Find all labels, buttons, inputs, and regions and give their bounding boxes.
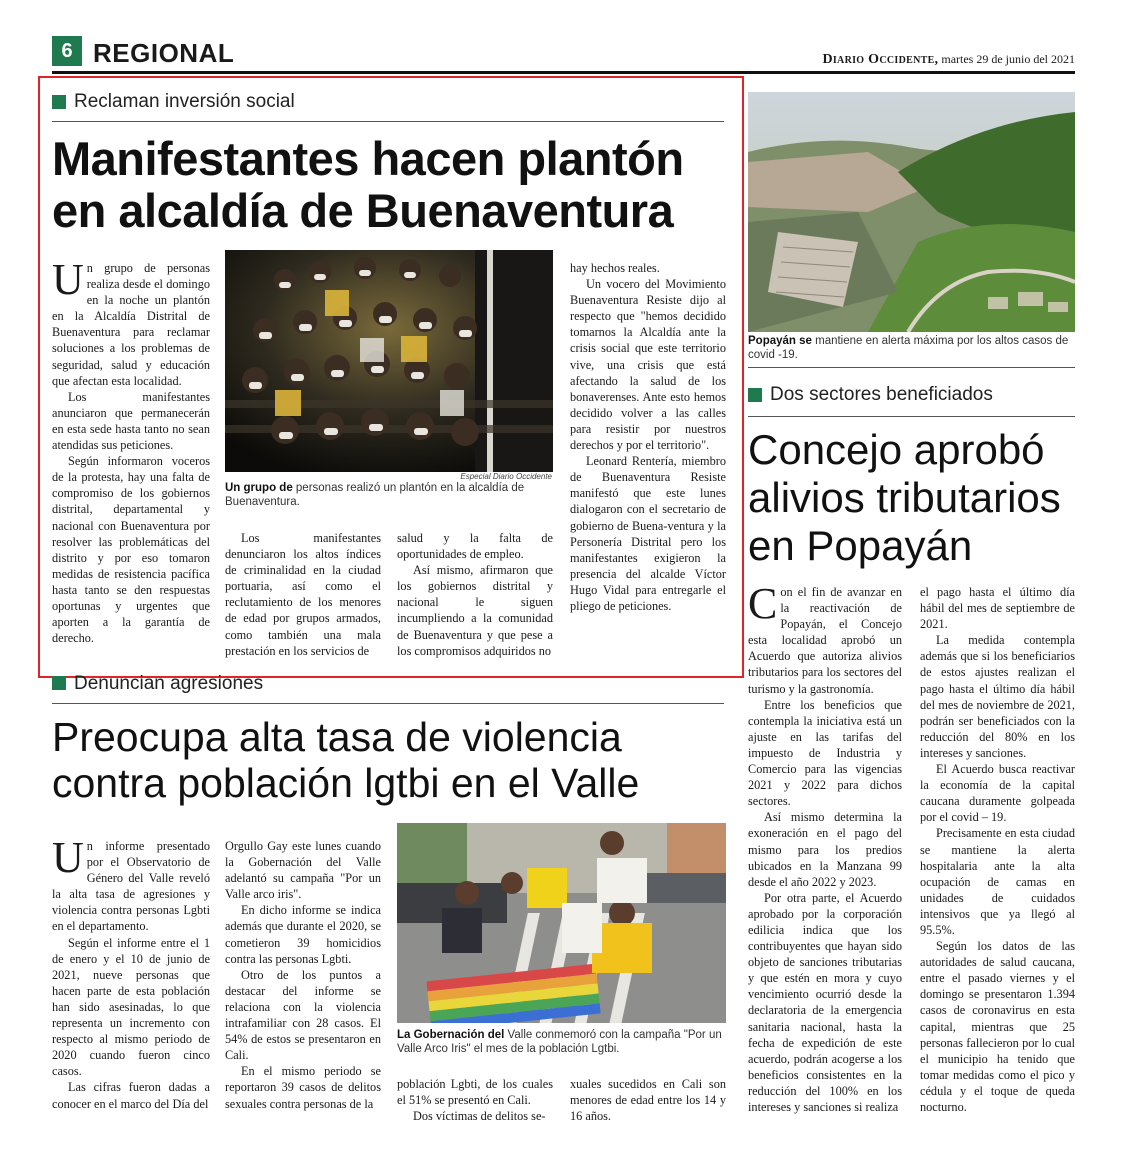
- kicker-square-icon: [748, 388, 762, 402]
- article1-paragraph: Un vocero del Movimiento Buenaventura Resiste dijo al respecto que "hemos decidido tomarnos la Alcaldía ante la crisis social que este territorio vive, una crisis que está afectando la salud de los bonaverenses. Ante esto hemos decidido volver a las calles para resistir por nuestros derechos y por el territorio".: [570, 277, 726, 453]
- article3-kicker: [52, 673, 263, 695]
- article3-column-1: [52, 833, 210, 1112]
- article1-kicker-rule: [52, 121, 724, 122]
- article3-paragraph: Otro de los puntos a destacar del informe se relaciona con la violencia intrafamiliar con 28 casos. El 54% de estos se presentaron en Cali.: [225, 967, 381, 1063]
- caption-lead: Popayán se: [748, 335, 812, 347]
- article1-kicker: [52, 91, 295, 113]
- caption-text: personas realizó un plantón en la alcaldía de Buenaventura.: [225, 482, 525, 508]
- caption-text: mantiene en alerta máxima por los altos casos de covid -19.: [748, 335, 1069, 361]
- article2-headline-line2: alivios tributarios: [748, 474, 1061, 521]
- photo-credit: Especial Diario Occidente: [460, 472, 552, 481]
- article2-kicker-rule: [748, 416, 1075, 417]
- article2-headline-line3: en Popayán: [748, 522, 973, 569]
- article1-headline: [52, 133, 732, 237]
- article3-paragraph: xuales sucedidos en Cali son menores de edad entre los 14 y 16 años.: [570, 1077, 726, 1124]
- article3-headline: [52, 714, 732, 806]
- article2-column-2: [920, 584, 1075, 1115]
- article3-column-3: [397, 1076, 553, 1124]
- article1-headline-line1: Manifestantes hacen plantón: [52, 132, 684, 185]
- masthead-dateline: [822, 52, 1075, 68]
- popayan-photo-graphic: [748, 92, 1075, 332]
- article1-paragraph: Leonard Rentería, miembro de Buenaventura Resiste manifestó que este lunes dialogaron con el secretario de gobierno de Buena-ventura y la Personería Distrital pero los manifestantes exigieron la presencia del alcalde Víctor Hugo Vidal para entregarle el pliego de peticiones.: [570, 454, 726, 613]
- article2-paragraph: Por otra parte, el Acuerdo aprobado por la corporación edilicia indica que los contribuyentes que hayan sido objeto de sanciones tributarias y que estén en mora y cuyo vencimiento ocurrió desde la declaratoria de la emergencia sanitaria nacional, hasta la fecha de expedición de este acuerdo, podrán acogerse a los beneficios consistentes en la reducción del 100% en los intereses y sanciones si realiza: [748, 890, 902, 1114]
- protest-photo: [225, 250, 553, 472]
- article2-paragraph: Según los datos de las autoridades de salud caucana, entre el pasado viernes y el domingo se presentaron 1.394 casos de coronavirus en esta capital, mientras que 25 personas fallecieron por lo cual el municipio ha tenido que tomar medidas como el pico y cédula y el toque de queda nocturno.: [920, 939, 1075, 1114]
- kicker-square-icon: [52, 676, 66, 690]
- article1-headline-line2: en alcaldía de Buenaventura: [52, 184, 674, 237]
- publication-date: martes 29 de junio del 2021: [941, 52, 1075, 66]
- article3-paragraph: población Lgbti, de los cuales el 51% se presentó en Cali.: [397, 1077, 553, 1108]
- section-rule: [748, 367, 1075, 368]
- drop-cap: U: [52, 833, 84, 882]
- article2-paragraph: Entre los beneficios que contempla la iniciativa está un ajuste en las tarifas del impuesto de Industria y Comercio para las vigencias 2021 y 2022 para dichos sectores.: [748, 697, 902, 809]
- article2-paragraph: [748, 579, 902, 697]
- drop-cap: U: [52, 255, 84, 304]
- newspaper-brand: Diario Occidente,: [822, 52, 939, 67]
- article3-paragraph: En el mismo periodo se reportaron 39 casos de delitos sexuales contra personas de la: [225, 1064, 381, 1111]
- article2-paragraph: El Acuerdo busca reactivar la economía de la capital caucana duramente golpeada por el covid – 19.: [920, 762, 1075, 825]
- article2-paragraph: La medida contempla además que si los beneficiarios de estos ajustes realizan el pago hasta el último día hábil del mes de noviembre de 2021, podrán ser beneficiados con la reducción del 80% en los intereses y sanciones.: [920, 633, 1075, 760]
- pride-campaign-photo: [397, 823, 726, 1023]
- article1-column-1: [52, 255, 210, 646]
- article2-paragraph: Precisamente en esta ciudad se mantiene la alerta hospitalaria ante la alta ocupación de camas en unidades de cuidados intensivos que ya llegó al 95.5%.: [920, 826, 1075, 937]
- article3-headline-line2: contra población lgtbi en el Valle: [52, 760, 640, 806]
- article3-kicker-rule: [52, 703, 724, 704]
- article2-headline: [748, 426, 1075, 570]
- article2-paragraph: el pago hasta el último día hábil del mes de septiembre de 2021.: [920, 585, 1075, 632]
- article3-column-4: [570, 1076, 726, 1124]
- article1-column-4: [570, 260, 726, 614]
- article1-paragraph: Los manifestantes anunciaron que permanecerán en esta sede hasta tanto no sean atendidas sus peticiones.: [52, 389, 210, 453]
- article3-headline-line1: Preocupa alta tasa de violencia: [52, 714, 622, 760]
- paragraph-text: n grupo de personas realiza desde el domingo en la noche un plantón en la Alcaldía Distrital de Buenaventura para reclamar soluciones a los problemas de seguridad, salud y educación que afectan esta localidad.: [52, 261, 210, 388]
- article3-paragraph: Orgullo Gay este lunes cuando la Gobernación del Valle adelantó su campaña "Por un Valle arco iris".: [225, 839, 381, 902]
- article2-column-1: [748, 579, 902, 1115]
- caption-lead: Un grupo de: [225, 482, 293, 494]
- article3-paragraph: Dos víctimas de delitos se-: [413, 1109, 546, 1124]
- caption-text: Valle conmemoró con la campaña "Por un Valle Arco Iris" el mes de la población Lgtbi.: [397, 1029, 722, 1055]
- article2-headline-line1: Concejo aprobó: [748, 426, 1045, 473]
- protest-photo-graphic: [225, 250, 553, 472]
- article1-photo-caption: [225, 481, 553, 509]
- popayan-photo-caption: [748, 334, 1075, 362]
- article2-paragraph: Así mismo determina la exoneración en el pago del mismo para los predios ubicados en la Manzana 99 desde el año 2022 y 2023.: [748, 810, 902, 889]
- article1-paragraph: Según informaron voceros de la protesta, hay una falta de compromiso de los gobiernos distrital, departamental y nacional con Buenaventura por resolver las problemáticas del distrito y por eso tomaron medidas de resistencia pacífica hasta tanto se den respuestas oportunas y urgentes que aporten a la garantía de derecho.: [52, 454, 210, 646]
- article1-column-2: [225, 530, 381, 659]
- article1-paragraph: Así mismo, afirmaron que los gobiernos distrital y nacional le siguen incumpliendo a la comunidad de Buenaventura y que pese a los compromisos adquiridos no: [397, 563, 553, 658]
- article1-paragraph: salud y la falta de oportunidades de empleo.: [397, 531, 553, 562]
- article2-kicker-text: Dos sectores beneficiados: [770, 384, 993, 405]
- article1-kicker-text: Reclaman inversión social: [74, 91, 295, 112]
- caption-lead: La Gobernación del: [397, 1029, 505, 1041]
- article1-paragraph: [52, 255, 210, 389]
- article1-column-3: [397, 530, 553, 659]
- article3-kicker-text: Denuncian agresiones: [74, 673, 264, 694]
- drop-cap: C: [748, 579, 778, 628]
- article3-paragraph: En dicho informe se indica además que durante el 2020, se cometieron 39 homicidios contra las personas Lgbti.: [225, 903, 381, 966]
- article1-paragraph: Los manifestantes denunciaron los altos índices de criminalidad en la ciudad portuaria, así como el reclutamiento de los menores de edad por grupos armados, como también una mala prestación en los servicios de: [225, 531, 381, 658]
- article3-paragraph: Las cifras fueron dadas a conocer en el marco del Día del: [52, 1080, 210, 1111]
- article1-paragraph: hay hechos reales.: [570, 261, 660, 275]
- article3-column-2: [225, 838, 381, 1112]
- pride-photo-graphic: [397, 823, 726, 1023]
- article2-kicker: [748, 384, 993, 406]
- article3-paragraph: [52, 833, 210, 935]
- paragraph-text: on el fin de avanzar en la reactivación de Popayán, el Concejo esta localidad aprobó un Acuerdo que autoriza alivios tributarios para los sectores del turismo y la gastronomía.: [748, 585, 902, 696]
- article3-paragraph: Según el informe entre el 1 de enero y el 10 de junio de 2021, nueve personas que hacen parte de esta población han sido asesinadas, lo que representa un incremento con respecto al mismo periodo de 2020 cuando fueron cinco casos.: [52, 935, 210, 1079]
- popayan-aerial-photo: [748, 92, 1075, 332]
- pride-photo-caption: [397, 1028, 726, 1056]
- page-number: 6: [52, 36, 82, 66]
- paragraph-text: n informe presentado por el Observatorio de Género del Valle reveló la alta tasa de agresiones y violencia contra personas Lgbti en el departamento.: [52, 839, 210, 934]
- section-title: REGIONAL: [93, 38, 235, 68]
- kicker-square-icon: [52, 95, 66, 109]
- header-rule: [52, 71, 1075, 74]
